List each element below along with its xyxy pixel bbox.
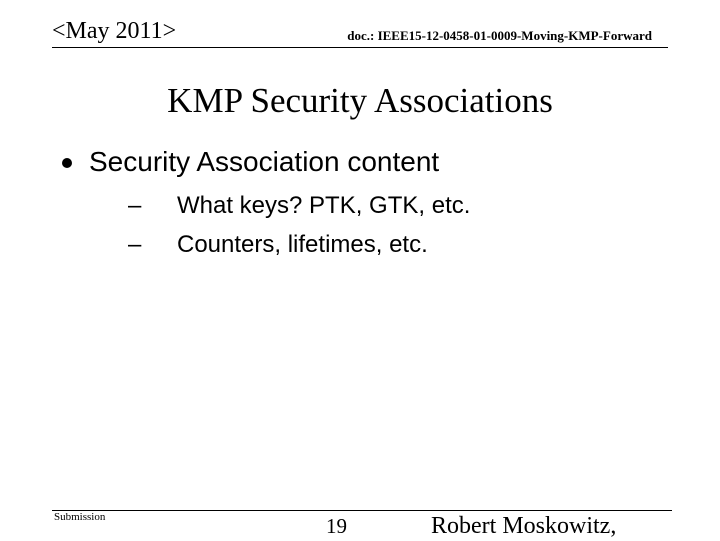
slide-title: KMP Security Associations	[167, 81, 553, 120]
sub-bullet-text: What keys? PTK, GTK, etc.	[177, 192, 471, 219]
header-date: <May 2011>	[52, 18, 177, 44]
sub-bullet-text: Counters, lifetimes, etc.	[177, 231, 428, 258]
footer-author: Robert Moskowitz,	[431, 513, 617, 539]
header-divider	[52, 47, 668, 48]
page-number: 19	[326, 514, 347, 538]
bullet-text: Security Association content	[89, 146, 440, 177]
bullet-dot-icon	[62, 158, 72, 168]
dash-marker: –	[128, 231, 142, 258]
footer-submission-label: Submission	[54, 511, 106, 523]
document-id: doc.: IEEE15-12-0458-01-0009-Moving-KMP-Forward	[347, 28, 652, 43]
dash-marker: –	[128, 192, 142, 219]
